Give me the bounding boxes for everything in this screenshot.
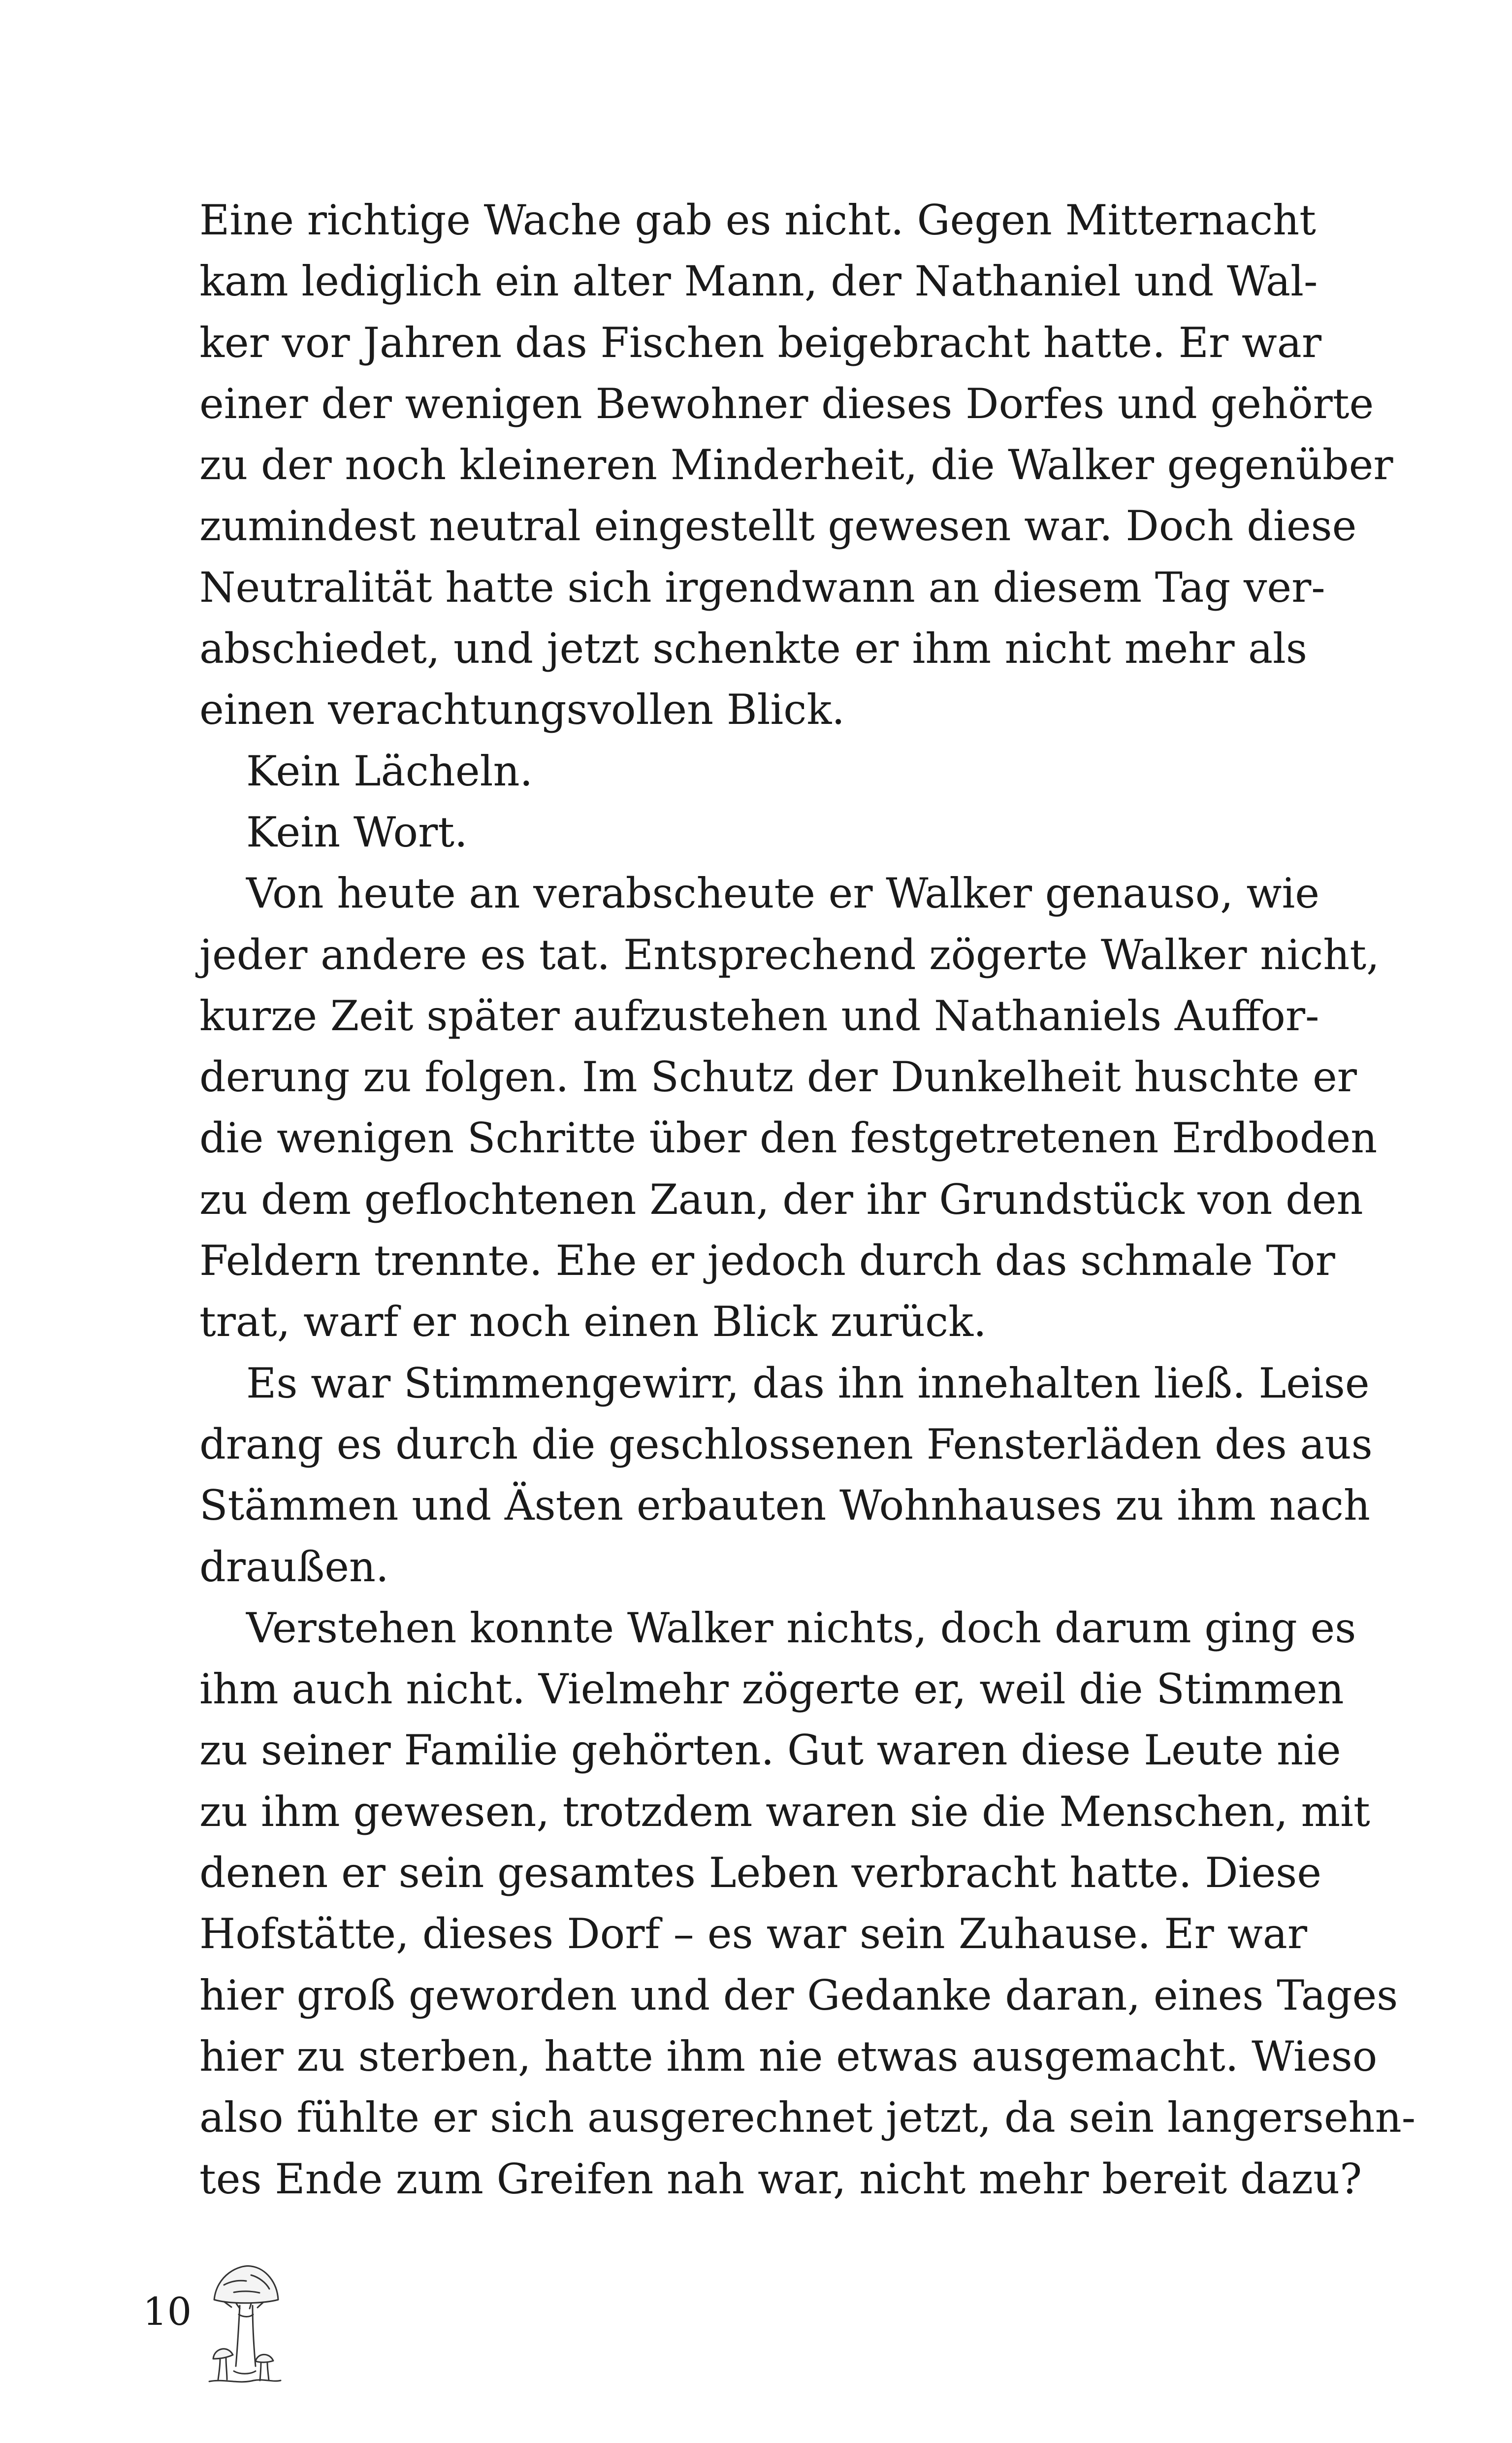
text-line: kam lediglich ein alter Mann, der Nathaniel und Wal- bbox=[199, 257, 1318, 306]
text-line: ker vor Jahren das Fischen beigebracht hatte. Er war bbox=[199, 318, 1321, 367]
text-line: jeder andere es tat. Entsprechend zögerte Walker nicht, bbox=[199, 930, 1380, 979]
page-footer bbox=[138, 2260, 335, 2388]
text-line: Stämmen und Ästen erbauten Wohnhauses zu ihm nach bbox=[199, 1481, 1371, 1530]
text-line: Eine richtige Wache gab es nicht. Gegen Mitternacht bbox=[199, 196, 1316, 244]
page-number: 10 bbox=[143, 2290, 192, 2334]
text-line: abschiedet, und jetzt schenkte er ihm nicht mehr als bbox=[199, 624, 1307, 673]
text-line: einen verachtungsvollen Blick. bbox=[199, 685, 845, 734]
text-line: denen er sein gesamtes Leben verbracht hatte. Diese bbox=[199, 1849, 1321, 1897]
text-line: zu dem geflochtenen Zaun, der ihr Grundstück von den bbox=[199, 1175, 1363, 1224]
text-line: tes Ende zum Greifen nah war, nicht mehr bereit dazu? bbox=[199, 2154, 1362, 2203]
text-line: zu seiner Familie gehörten. Gut waren diese Leute nie bbox=[199, 1726, 1341, 1775]
body-text bbox=[199, 190, 1416, 2210]
text-line: kurze Zeit später aufzustehen und Nathaniels Auffor- bbox=[199, 991, 1319, 1040]
text-line: draußen. bbox=[199, 1542, 389, 1591]
text-line: Hofstätte, dieses Dorf – es war sein Zuhause. Er war bbox=[199, 1910, 1307, 1958]
text-line: drang es durch die geschlossenen Fensterläden des aus bbox=[199, 1420, 1373, 1468]
text-line: zu der noch kleineren Minderheit, die Walker gegenüber bbox=[199, 441, 1393, 489]
text-line: Kein Lächeln. bbox=[246, 747, 533, 795]
text-line: ihm auch nicht. Vielmehr zögerte er, weil die Stimmen bbox=[199, 1665, 1344, 1714]
text-line: Verstehen konnte Walker nichts, doch darum ging es bbox=[246, 1603, 1356, 1652]
text-line: hier zu sterben, hatte ihm nie etwas ausgemacht. Wieso bbox=[199, 2032, 1378, 2081]
text-line: Kein Wort. bbox=[246, 808, 468, 856]
text-line: derung zu folgen. Im Schutz der Dunkelheit huschte er bbox=[199, 1053, 1357, 1102]
text-line: zumindest neutral eingestellt gewesen war. Doch diese bbox=[199, 502, 1357, 551]
text-line: die wenigen Schritte über den festgetretenen Erdboden bbox=[199, 1114, 1378, 1163]
text-line: hier groß geworden und der Gedanke daran, eines Tages bbox=[199, 1971, 1398, 2020]
text-line: Von heute an verabscheute er Walker genauso, wie bbox=[246, 869, 1320, 918]
text-line: Neutralität hatte sich irgendwann an diesem Tag ver- bbox=[199, 563, 1325, 612]
text-line: Feldern trennte. Ehe er jedoch durch das schmale Tor bbox=[199, 1237, 1335, 1285]
text-line: Es war Stimmengewirr, das ihn innehalten ließ. Leise bbox=[246, 1359, 1370, 1407]
mushroom-icon bbox=[204, 2260, 283, 2388]
text-line: zu ihm gewesen, trotzdem waren sie die Menschen, mit bbox=[199, 1787, 1370, 1836]
text-line: also fühlte er sich ausgerechnet jetzt, da sein langersehn- bbox=[199, 2093, 1416, 2142]
text-line: trat, warf er noch einen Blick zurück. bbox=[199, 1298, 987, 1346]
text-line: einer der wenigen Bewohner dieses Dorfes und gehörte bbox=[199, 379, 1374, 428]
